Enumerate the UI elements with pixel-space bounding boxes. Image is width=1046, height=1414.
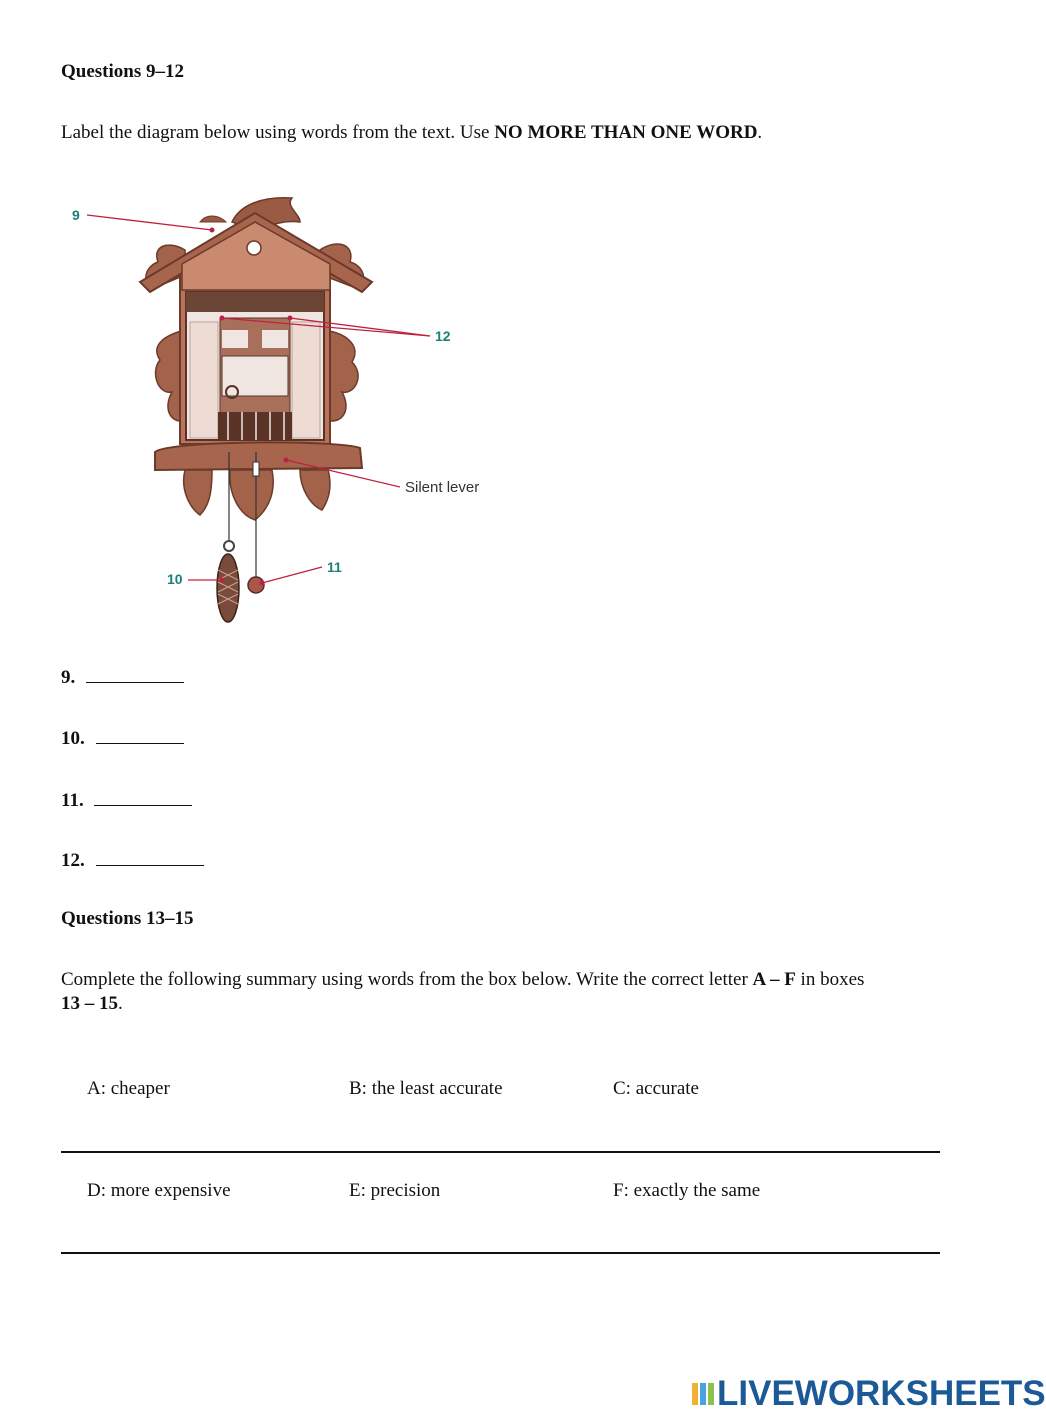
- option-a: A: cheaper: [87, 1078, 170, 1099]
- logo-bar-1: [692, 1383, 698, 1405]
- answer-number: 12.: [61, 850, 85, 871]
- diagram-label-10: 10: [167, 571, 183, 587]
- weight-chamber: [218, 412, 292, 440]
- pointer-dot-11: [260, 581, 265, 586]
- weight-hook: [224, 541, 234, 551]
- answer-blank-11[interactable]: [94, 787, 192, 806]
- pinecone-weight: [217, 554, 239, 622]
- options-divider: [61, 1151, 940, 1153]
- pointer-dot-12a: [220, 316, 225, 321]
- pointer-dot-silent: [284, 458, 289, 463]
- roof-gable: [182, 222, 330, 290]
- answer-row-10: [61, 725, 184, 750]
- option-b: B: the least accurate: [349, 1078, 503, 1099]
- liveworksheets-brand: LIVEWORKSHEETS: [717, 1374, 1046, 1413]
- boxes-range: 13 – 15: [61, 993, 118, 1014]
- answer-number: 9.: [61, 667, 76, 688]
- instruction-end: .: [757, 122, 763, 143]
- mechanism-top-bar: [186, 292, 324, 312]
- pointer-line-11: [262, 567, 322, 583]
- summary-instruction-text: Complete the following summary using words from the box below. Write the correct letter: [61, 969, 753, 990]
- instruction-label-diagram: [61, 121, 941, 145]
- lower-leaf-2: [230, 470, 273, 520]
- answer-number: 11.: [61, 790, 84, 811]
- bellows-left: [222, 330, 248, 348]
- lower-leaf-3: [300, 470, 330, 510]
- cuckoo-clock-diagram: [60, 188, 500, 633]
- liveworksheets-icon: [692, 1381, 714, 1407]
- option-c: C: accurate: [613, 1078, 699, 1099]
- right-panel: [292, 322, 320, 438]
- diagram-label-silent-lever: Silent lever: [405, 479, 480, 496]
- answer-blank-9[interactable]: [86, 664, 184, 683]
- pendulum-hanger: [253, 462, 259, 476]
- logo-bar-2: [700, 1383, 706, 1405]
- lower-leaf-1: [184, 470, 212, 515]
- logo-bar-3: [708, 1383, 714, 1405]
- answer-row-11: [61, 787, 192, 812]
- instruction-text: Label the diagram below using words from the text. Use: [61, 122, 495, 143]
- pointer-dot-12b: [288, 316, 293, 321]
- liveworksheets-logo: [692, 1374, 1046, 1414]
- option-e: E: precision: [349, 1180, 441, 1201]
- instruction-summary: [61, 968, 881, 1016]
- cuckoo-door-hole: [247, 241, 261, 255]
- letters-range: A – F: [752, 969, 796, 990]
- diagram-label-9: 9: [72, 207, 80, 223]
- summary-instruction-end: .: [118, 993, 123, 1014]
- roof-bird-ornament: [200, 216, 226, 222]
- diagram-label-11: 11: [327, 559, 342, 575]
- option-f: F: exactly the same: [613, 1180, 761, 1201]
- bellows-right: [262, 330, 288, 348]
- answer-row-9: [61, 664, 184, 689]
- summary-instruction-mid: in boxes: [795, 969, 865, 990]
- answer-number: 10.: [61, 728, 85, 749]
- answer-row-12: [61, 847, 204, 872]
- section-heading-13-15: Questions 13–15: [61, 908, 194, 929]
- section-heading-9-12: Questions 9–12: [61, 61, 184, 82]
- option-d: D: more expensive: [87, 1180, 231, 1201]
- options-bottom-rule: [61, 1252, 940, 1254]
- pointer-dot-9: [210, 228, 215, 233]
- answer-blank-10[interactable]: [96, 725, 184, 744]
- wheel-window: [222, 356, 288, 396]
- instruction-bold: NO MORE THAN ONE WORD: [494, 122, 758, 143]
- diagram-label-12: 12: [435, 328, 451, 344]
- pointer-dot-10: [220, 578, 225, 583]
- left-panel: [190, 322, 218, 438]
- pointer-line-9: [87, 215, 212, 230]
- answer-blank-12[interactable]: [96, 847, 204, 866]
